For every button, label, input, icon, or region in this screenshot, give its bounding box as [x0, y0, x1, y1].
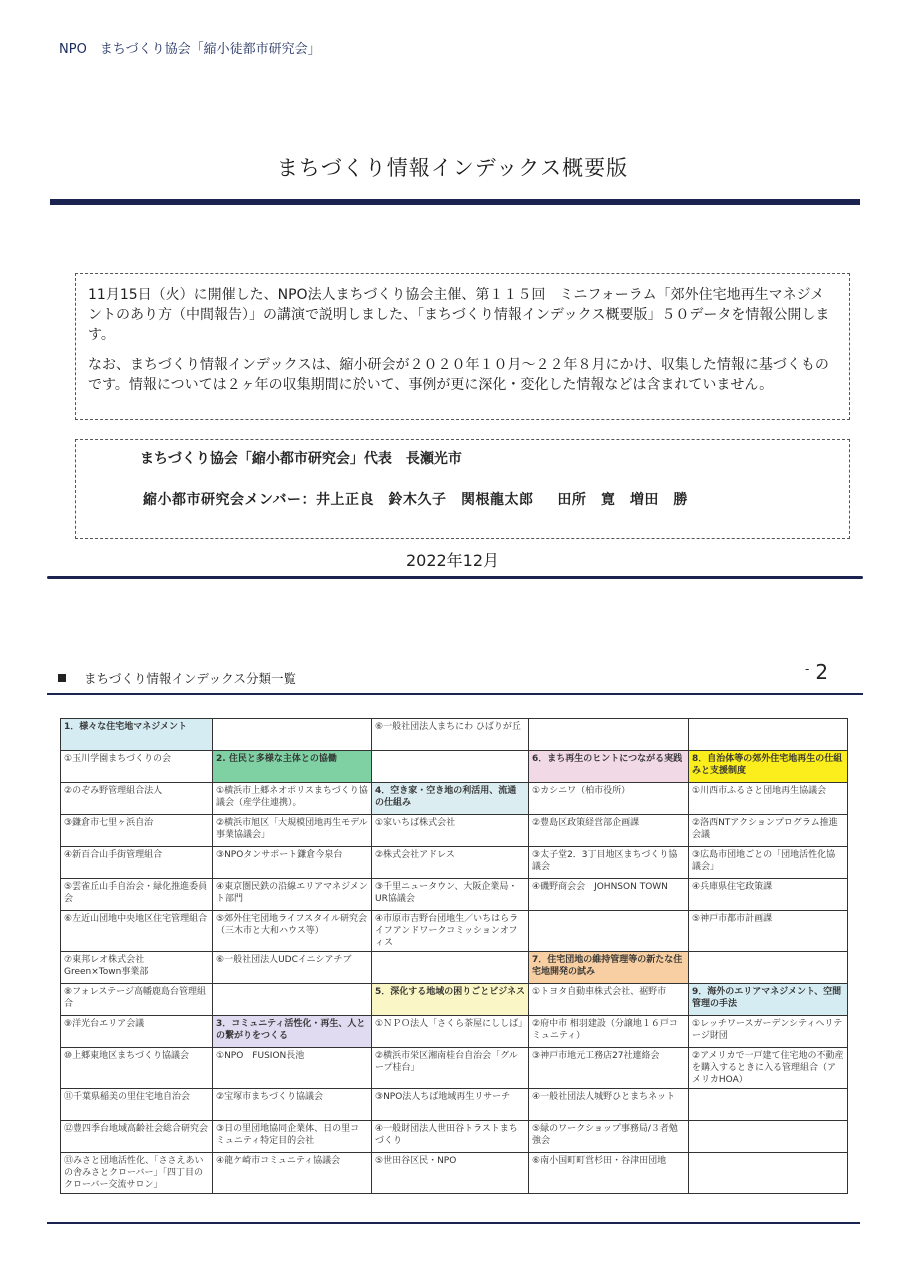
table-cell: [689, 719, 848, 751]
table-row: [61, 783, 848, 815]
table-cell: [372, 952, 529, 984]
section-heading: [58, 669, 296, 687]
page-number-dash: -: [805, 662, 810, 676]
category-header-cell: 4．空き家・空き地の利活用、流通の仕組み: [372, 783, 529, 815]
square-bullet-icon: [58, 674, 66, 682]
intro-paragraph-2: なお、まちづくり情報インデックスは、縮小研会が２０２０年１０月～２２年８月にかけ、収集した情報に基づくものです。情報については２ヶ年の収集期間に於いて、事例が更に深化・変化した情報などは含まれていません。: [88, 357, 829, 393]
table-cell: ②洛西NTアクションプログラム推進会議: [689, 815, 848, 847]
members-line: 縮小都市研究会メンバー：井上正良 鈴木久子 関根龍太郎 田所 寛 増田 勝: [143, 492, 688, 508]
table-row: [61, 1016, 848, 1048]
table-cell: ⑬みさと団地活性化、「ささえあいの舎みさとクローバー」「四丁目のクローバー交流サロン」: [61, 1153, 213, 1194]
table-cell: ③鎌倉市七里ヶ浜自治: [61, 815, 213, 847]
table-cell: ④磯野商会会 JOHNSON TOWN: [529, 879, 689, 911]
table-cell: ⑩上郷東地区まちづくり協議会: [61, 1048, 213, 1089]
table-cell: ⑤緑のワークショップ事務局/３者勉強会: [529, 1121, 689, 1153]
table-row: [61, 751, 848, 783]
table-cell: ②株式会社アドレス: [372, 847, 529, 879]
representative-line: まちづくり協会「縮小都市研究会」代表 長瀬光市: [140, 451, 462, 467]
table-cell: ①カシニワ（柏市役所）: [529, 783, 689, 815]
page-divider: [47, 576, 863, 579]
table-cell: ③NPOタンサポート鎌倉今泉台: [213, 847, 372, 879]
table-row: [61, 984, 848, 1016]
category-header-cell: 1．様々な住宅地マネジメント: [61, 719, 213, 751]
bottom-divider: [47, 1222, 860, 1224]
table-cell: ②横浜市旭区「大規模団地再生モデル事業協議会」: [213, 815, 372, 847]
table-cell: [689, 1153, 848, 1194]
publication-date: 2022年12月: [405, 551, 500, 570]
table-cell: ②豊島区政策経営部企画課: [529, 815, 689, 847]
intro-box: [75, 273, 850, 420]
table-cell: ⑥一般社団法人UDCイニシアチブ: [213, 952, 372, 984]
table-cell: ③広島市団地ごとの「団地活性化協議会」: [689, 847, 848, 879]
table-cell: ⑥一般社団法人まちにわ ひばりが丘: [372, 719, 529, 751]
table-cell: [689, 952, 848, 984]
table-cell: [372, 751, 529, 783]
classification-table: [60, 718, 848, 1194]
table-cell: [529, 719, 689, 751]
table-cell: ③太子堂2．3丁目地区まちづくり協議会: [529, 847, 689, 879]
table-cell: ①横浜市上郷ネオポリスまちづくり協議会（産学住連携）。: [213, 783, 372, 815]
table-cell: ⑨洋光台エリア会議: [61, 1016, 213, 1048]
table-cell: ④一般財団法人世田谷トラストまちづくり: [372, 1121, 529, 1153]
table-cell: ④龍ケ崎市コミュニティ協議会: [213, 1153, 372, 1194]
category-header-cell: 9．海外のエリアマネジメント、空間管理の手法: [689, 984, 848, 1016]
table-cell: ①ＮＰＯ法人「さくら茶屋にししば」: [372, 1016, 529, 1048]
table-cell: ⑤雲雀丘山手自治会・緑化推進委員会: [61, 879, 213, 911]
table-row: [61, 911, 848, 952]
table-cell: ①玉川学園まちづくりの会: [61, 751, 213, 783]
page-number: [805, 660, 828, 684]
table-cell: ④新百合山手街管理組合: [61, 847, 213, 879]
table-cell: ②府中市 相羽建設（分譲地１６戸コミュニティ）: [529, 1016, 689, 1048]
category-header-cell: 8．自治体等の郊外住宅地再生の仕組みと支援制度: [689, 751, 848, 783]
table-cell: ①レッチワースガーデンシティヘリテージ財団: [689, 1016, 848, 1048]
table-row: [61, 1048, 848, 1089]
table-cell: ⑤神戸市都市計画課: [689, 911, 848, 952]
table-cell: ③神戸市地元工務店27社連絡会: [529, 1048, 689, 1089]
table-cell: ⑤郊外住宅団地ライフスタイル研究会（三木市と大和ハウス等）: [213, 911, 372, 952]
table-row: [61, 1089, 848, 1121]
table-cell: ③千里ニュータウン、大阪企業局・UR協議会: [372, 879, 529, 911]
table-row: [61, 1153, 848, 1194]
category-header-cell: 6．まち再生のヒントにつながる実践: [529, 751, 689, 783]
table-row: [61, 719, 848, 751]
table-cell: ⑪千葉県稲美の里住宅地自治会: [61, 1089, 213, 1121]
table-cell: ③日の里団地協同企業体、日の里コミュニティ特定目的会社: [213, 1121, 372, 1153]
category-header-cell: 3．コミュニティ活性化・再生、人との繋がりをつくる: [213, 1016, 372, 1048]
table-cell: [689, 1121, 848, 1153]
title-divider: [50, 199, 860, 205]
table-cell: [689, 1089, 848, 1121]
table-row: [61, 879, 848, 911]
table-cell: [213, 984, 372, 1016]
table-row: [61, 815, 848, 847]
category-header-cell: 5．深化する地域の困りごとビジネス: [372, 984, 529, 1016]
table-cell: ①川西市ふるさと団地再生協議会: [689, 783, 848, 815]
intro-paragraph-1: 11月15日（火）に開催した、NPO法人まちづくり協会主催、第１１５回 ミニフォーラム「郊外住宅地再生マネジメントのあり方（中間報告）」の講演で説明しました、「まちづくり情報インデックス概要版」５０データを情報公開します。: [88, 287, 830, 343]
table-cell: ③NPO法人ちば地域再生リサーチ: [372, 1089, 529, 1121]
page-number-value: 2: [815, 660, 829, 684]
category-header-cell: 7．住宅団地の維持管理等の新たな住宅地開発の試み: [529, 952, 689, 984]
table-row: [61, 847, 848, 879]
table-cell: ⑧フォレステージ高幡鹿島台管理組合: [61, 984, 213, 1016]
header-organization: NPO まちづくり協会「縮小徒都市研究会」: [59, 42, 321, 57]
table-row: [61, 1121, 848, 1153]
page-title: まちづくり情報インデックス概要版: [276, 156, 629, 180]
table-cell: ②のぞみ野管理組合法人: [61, 783, 213, 815]
table-cell: ⑥南小国町町営杉田・谷津田団地: [529, 1153, 689, 1194]
category-header-cell: 2. 住民と多様な主体との協働: [213, 751, 372, 783]
table-cell: ⑦東邦レオ株式会社 Green×Town事業部: [61, 952, 213, 984]
table-cell: ④一般社団法人城野ひとまちネット: [529, 1089, 689, 1121]
table-row: [61, 952, 848, 984]
table-cell: ⑥左近山団地中央地区住宅管理組合: [61, 911, 213, 952]
table-cell: ②宝塚市まちづくり協議会: [213, 1089, 372, 1121]
table-cell: ②横浜市栄区湘南桂台自治会「グループ桂台」: [372, 1048, 529, 1089]
section-divider: [47, 693, 863, 695]
table-cell: ④東京圏民鉄の沿線エリアマネジメント部門: [213, 879, 372, 911]
table-cell: [529, 911, 689, 952]
section-heading-text: まちづくり情報インデックス分類一覧: [84, 671, 297, 686]
table-cell: ④市原市吉野台団地生／いちはらライフアンドワークコミッションオフィス: [372, 911, 529, 952]
table-cell: ①トヨタ自動車株式会社、裾野市: [529, 984, 689, 1016]
table-cell: ④兵庫県住宅政策課: [689, 879, 848, 911]
table-cell: ⑤世田谷区民・NPO: [372, 1153, 529, 1194]
table-cell: ⑫豊四季台地域高齢社会総合研究会: [61, 1121, 213, 1153]
table-cell: ①NPO FUSION長池: [213, 1048, 372, 1089]
table-cell: ②アメリカで一戸建て住宅地の不動産を購入するときに入る管理組合（アメリカHOA）: [689, 1048, 848, 1089]
table-cell: [213, 719, 372, 751]
table-cell: ①家いちば株式会社: [372, 815, 529, 847]
